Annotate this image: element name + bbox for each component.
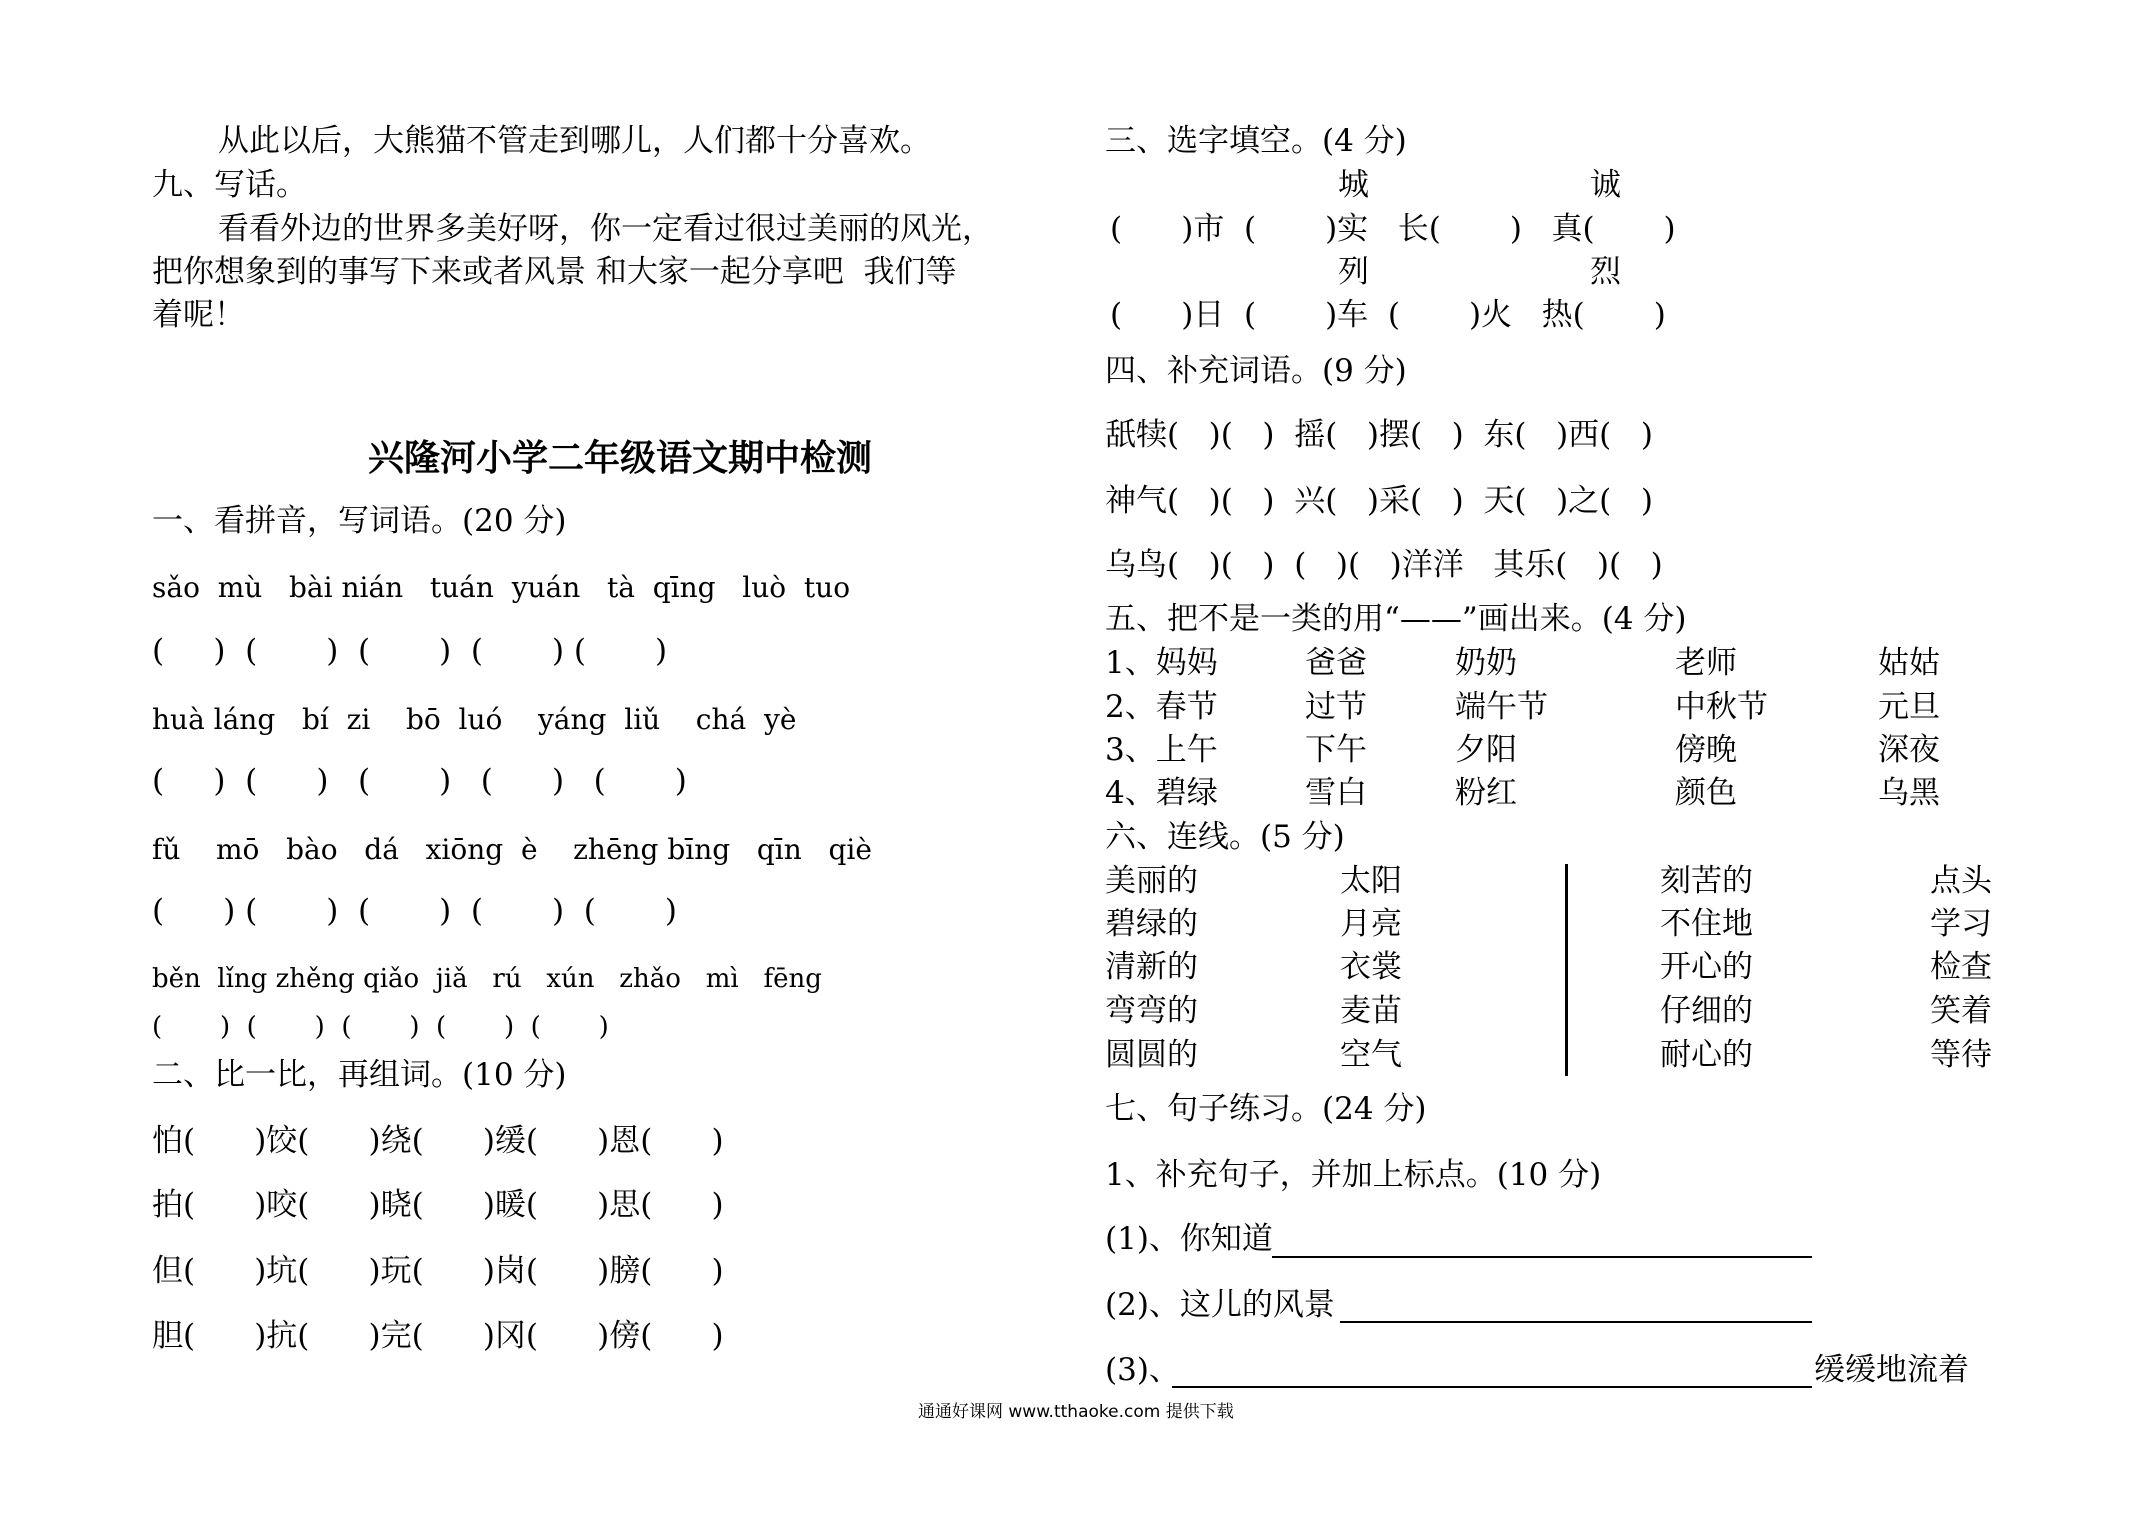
pinyin-row-2: huà láng bí zi bō luó yáng liǔ chá yè [152,703,797,736]
choice-char-lie-fierce: 烈 [1590,254,1621,290]
choice-row-1: ( )市 ( )实 长( ) 真( ) [1110,211,1676,247]
sentence-question-3-prefix: (3)、 [1105,1352,1180,1388]
match-word: 弯弯的 [1105,993,1198,1029]
section-5-heading: 五、把不是一类的用“——”画出来。(4 分) [1105,601,1687,637]
match-word: 空气 [1340,1037,1402,1073]
idiom-row-1: 舐犊( )( ) 摇( )摆( ) 东( )西( ) [1105,417,1653,453]
match-word: 月亮 [1340,906,1402,942]
category-cell: 粉红 [1455,775,1517,811]
category-cell: 过节 [1305,689,1367,725]
blank-row-1: ( ) ( ) ( ) ( ) ( ) [152,633,668,669]
match-word: 太阳 [1340,863,1402,899]
category-cell: 元旦 [1878,689,1940,725]
category-cell: 深夜 [1878,732,1940,768]
choice-row-2: ( )日 ( )车 ( )火 热( ) [1110,297,1666,333]
category-cell: 颜色 [1675,775,1737,811]
category-cell: 端午节 [1455,689,1548,725]
answer-line-2[interactable] [1340,1321,1812,1323]
match-word: 仔细的 [1660,993,1753,1029]
compare-row-3: 但( )坑( )玩( )岗( )膀( ) [152,1253,724,1289]
compare-row-4: 胆( )抗( )完( )冈( )傍( ) [152,1318,724,1354]
section-4-heading: 四、补充词语。(9 分) [1105,353,1407,389]
section-9-prompt-line-1: 看看外边的世界多美好呀，你一定看过很过美丽的风光， [218,211,993,247]
match-word: 等待 [1930,1037,1992,1073]
match-word: 笑着 [1930,993,1992,1029]
match-word: 耐心的 [1660,1037,1753,1073]
match-word: 学习 [1930,906,1992,942]
footer-credit: 通通好课网 www.tthaoke.com 提供下载 [918,1402,1234,1422]
match-word: 不住地 [1660,906,1753,942]
category-cell: 姑姑 [1878,645,1940,681]
section-3-heading: 三、选字填空。(4 分) [1105,123,1407,159]
compare-row-2: 拍( )咬( )晓( )暖( )思( ) [152,1187,724,1223]
blank-row-4: ( ) ( ) ( ) ( ) ( ) [152,1012,609,1042]
answer-line-3[interactable] [1172,1386,1812,1388]
category-cell: 3、上午 [1105,732,1218,768]
pinyin-row-4: běn lǐng zhěng qiǎo jiǎ rú xún zhǎo mì fēng [152,964,822,994]
match-word: 衣裳 [1340,949,1402,985]
section-7-subheading: 1、补充句子，并加上标点。(10 分) [1105,1157,1602,1193]
idiom-row-2: 神气( )( ) 兴( )采( ) 天( )之( ) [1105,483,1653,519]
exam-title: 兴隆河小学二年级语文期中检测 [368,437,873,479]
section-9-heading: 九、写话。 [152,167,307,203]
answer-line-1[interactable] [1272,1256,1812,1258]
blank-row-3: ( ) ( ) ( ) ( ) ( ) [152,893,677,929]
section-9-prompt-line-3: 着呢！ [152,297,245,333]
section-1-heading: 一、看拼音，写词语。(20 分) [152,503,567,539]
choice-char-lie-row: 列 [1338,254,1369,290]
story-ending: 从此以后，大熊猫不管走到哪儿，人们都十分喜欢。 [218,123,931,159]
blank-row-2: ( ) ( ) ( ) ( ) ( ) [152,763,687,799]
pinyin-row-3: fǔ mō bào dá xiōng è zhēng bīng qīn qiè [152,833,872,866]
match-word: 圆圆的 [1105,1037,1198,1073]
compare-row-1: 怕( )饺( )绕( )缓( )恩( ) [152,1123,724,1159]
choice-char-cheng-honest: 诚 [1590,167,1621,203]
sentence-question-3-suffix: 缓缓地流着 [1814,1352,1969,1388]
category-cell: 老师 [1675,645,1737,681]
choice-char-cheng-city: 城 [1338,167,1369,203]
category-cell: 乌黑 [1878,775,1940,811]
match-word: 美丽的 [1105,863,1198,899]
section-7-heading: 七、句子练习。(24 分) [1105,1091,1427,1127]
category-cell: 夕阳 [1455,732,1517,768]
sentence-question-2: (2)、这儿的风景 [1105,1287,1335,1323]
category-cell: 雪白 [1305,775,1367,811]
category-cell: 中秋节 [1675,689,1768,725]
category-cell: 4、碧绿 [1105,775,1218,811]
category-cell: 爸爸 [1305,645,1367,681]
category-cell: 奶奶 [1455,645,1517,681]
sentence-question-1: (1)、你知道 [1105,1221,1273,1257]
section-9-prompt-line-2: 把你想象到的事写下来或者风景 和大家一起分享吧 我们等 [152,254,957,290]
category-cell: 2、春节 [1105,689,1218,725]
category-cell: 下午 [1305,732,1367,768]
section-6-heading: 六、连线。(5 分) [1105,819,1345,855]
match-word: 麦苗 [1340,993,1402,1029]
section-2-heading: 二、比一比，再组词。(10 分) [152,1057,567,1093]
match-word: 刻苦的 [1660,863,1753,899]
category-cell: 1、妈妈 [1105,645,1218,681]
matching-divider [1565,864,1568,1076]
match-word: 检查 [1930,949,1992,985]
match-word: 点头 [1930,863,1992,899]
pinyin-row-1: sǎo mù bài nián tuán yuán tà qīng luò tuo [152,571,851,604]
match-word: 开心的 [1660,949,1753,985]
match-word: 碧绿的 [1105,906,1198,942]
idiom-row-3: 乌鸟( )( ) ( )( )洋洋 其乐( )( ) [1105,547,1663,583]
match-word: 清新的 [1105,949,1198,985]
category-cell: 傍晚 [1675,732,1737,768]
